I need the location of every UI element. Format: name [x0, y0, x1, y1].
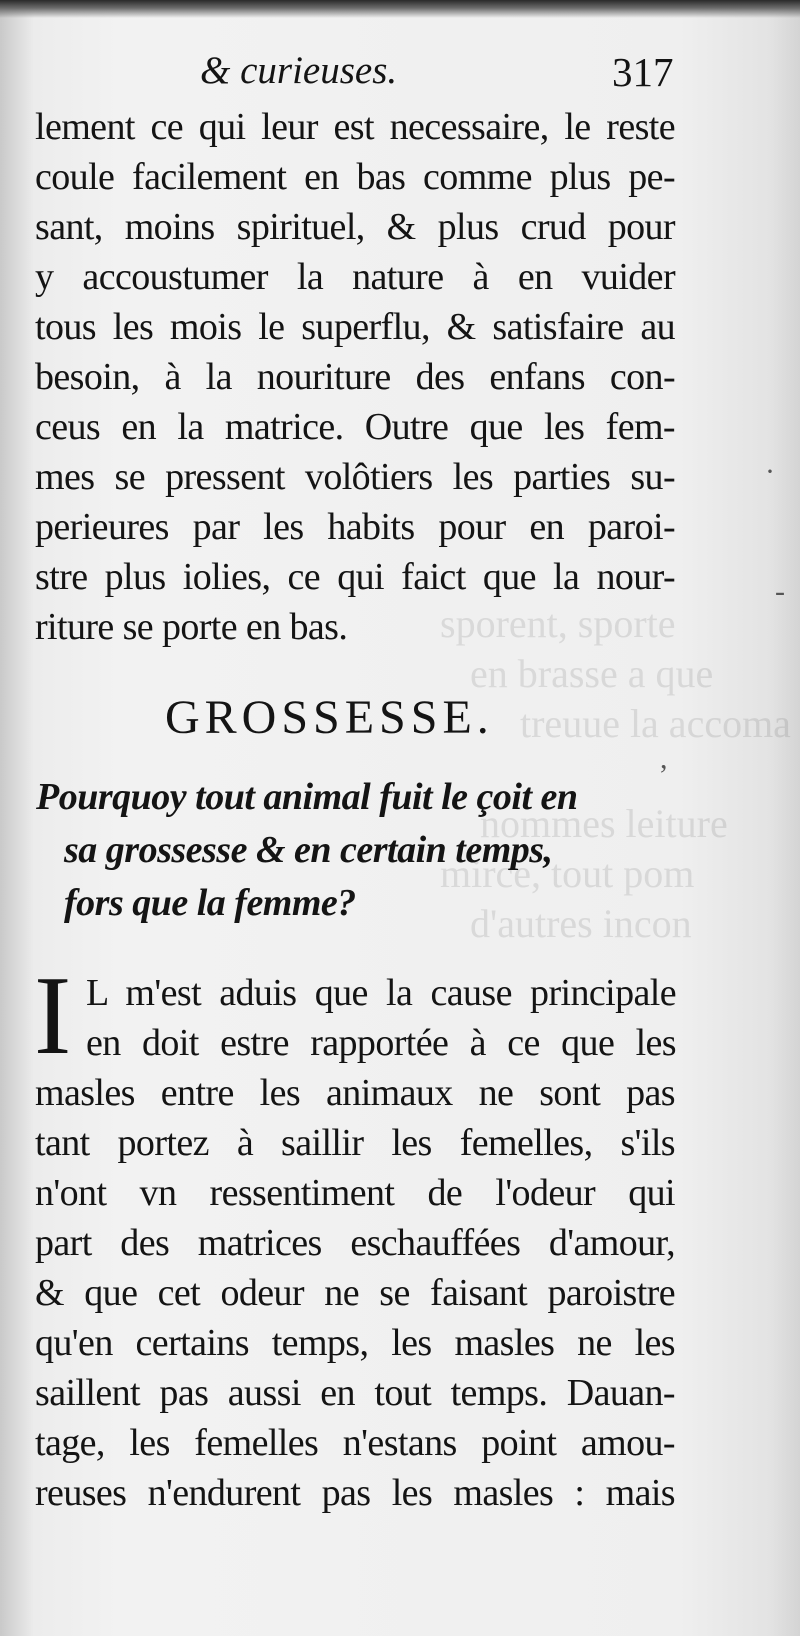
- show-through-text: en brasse a que: [470, 651, 714, 696]
- text-line: en doit estre rapportée à ce que les: [86, 1022, 676, 1064]
- show-through-text: nommes leiture: [480, 801, 728, 846]
- text-line: riture se porte en bas.: [35, 606, 348, 648]
- show-through-text: treuue la accoma: [520, 701, 791, 746]
- text-line: tant portez à saillir les femelles, s'ils: [35, 1122, 675, 1164]
- text-line: L m'est aduis que la cause principale: [86, 972, 676, 1014]
- text-line: mes se pressent volôtiers les parties su-: [35, 456, 675, 498]
- text-line: besoin, à la nouriture des enfans con-: [35, 356, 675, 398]
- text-line: ceus en la matrice. Outre que les fem-: [35, 406, 675, 448]
- text-line: tous les mois le superflu, & satisfaire au: [35, 306, 675, 348]
- section-heading: GROSSESSE.: [165, 691, 494, 744]
- text-line: n'ont vn ressentiment de l'odeur qui: [35, 1172, 675, 1214]
- margin-speck: -: [775, 575, 785, 608]
- drop-cap-initial: I: [34, 954, 72, 1078]
- text-line: sant, moins spirituel, & plus crud pour: [35, 206, 675, 248]
- text-line: & que cet odeur ne se faisant paroistre: [35, 1272, 675, 1314]
- text-line: reuses n'endurent pas les masles : mais: [35, 1472, 675, 1514]
- text-line: lement ce qui leur est necessaire, le reste: [35, 106, 675, 148]
- question-line: fors que la femme?: [64, 882, 356, 924]
- running-head: & curieuses.: [200, 49, 398, 92]
- text-line: masles entre les animaux ne sont pas: [35, 1072, 675, 1114]
- text-line: part des matrices eschauffées d'amour,: [35, 1222, 675, 1264]
- page-header: [0, 48, 800, 100]
- text-line: saillent pas aussi en tout temps. Dauan-: [35, 1372, 675, 1414]
- ink-mark: ,: [660, 742, 668, 775]
- text-line: coule facilement en bas comme plus pe-: [35, 156, 675, 198]
- text-line: qu'en certains temps, les masles ne les: [35, 1322, 675, 1364]
- show-through-text: mirce, tout pom: [440, 851, 695, 896]
- page-number: 317: [612, 49, 674, 95]
- text-line: tage, les femelles n'estans point amou-: [35, 1422, 675, 1464]
- question-line: sa grossesse & en certain temps,: [64, 829, 553, 871]
- page-top-shadow: [0, 0, 800, 18]
- text-line: stre plus iolies, ce qui faict que la nour-: [35, 556, 675, 598]
- show-through-text: sporent, sporte: [440, 601, 676, 646]
- text-line: perieures par les habits pour en paroi-: [35, 506, 675, 548]
- text-line: y accoustumer la nature à en vuider: [35, 256, 675, 298]
- question-line: Pourquoy tout animal fuit le çoit en: [36, 776, 578, 818]
- margin-speck: ·: [765, 455, 775, 488]
- show-through-text: d'autres incon: [470, 901, 692, 946]
